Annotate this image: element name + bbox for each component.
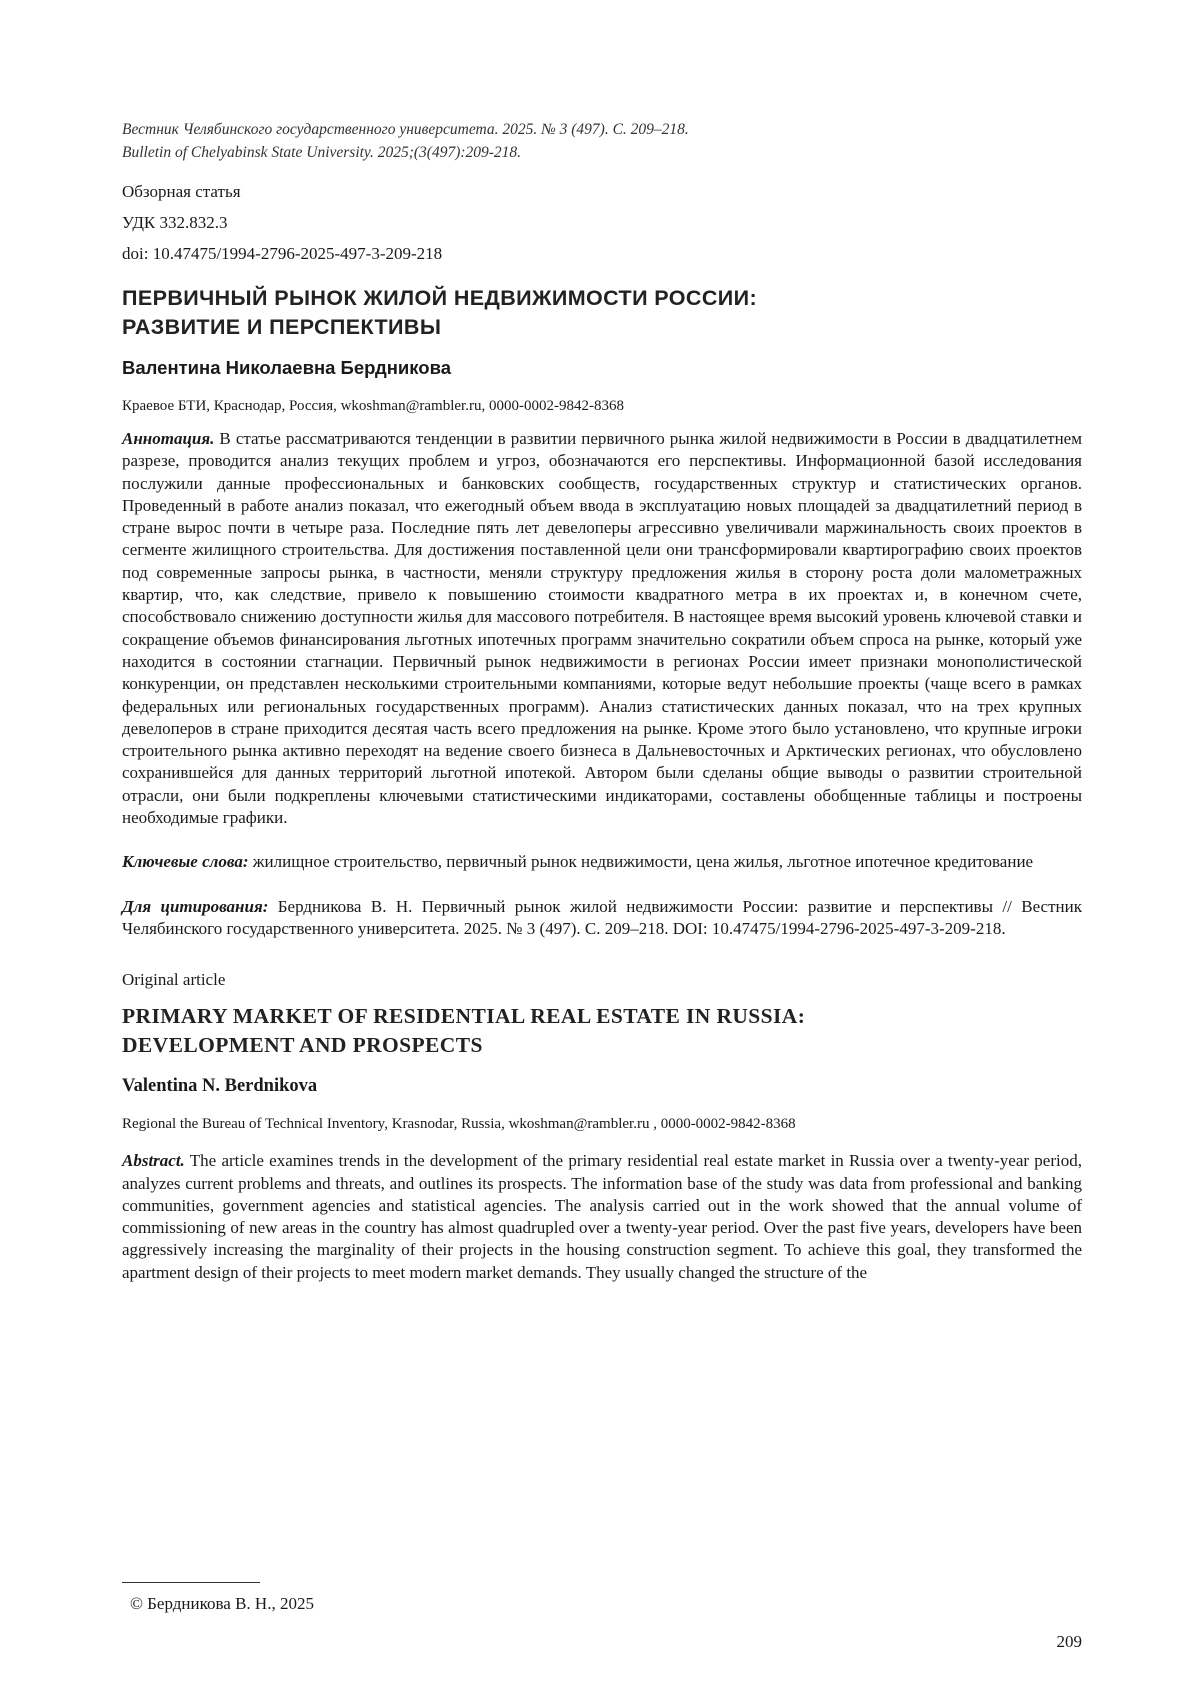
citation-ru bbox=[122, 896, 1082, 941]
article-page bbox=[122, 118, 1082, 1284]
title-en-line2: DEVELOPMENT AND PROSPECTS bbox=[122, 1033, 483, 1058]
journal-en: Bulletin of Chelyabinsk State University. 2025;(3(497):209-218. bbox=[122, 144, 522, 161]
abstract-en-text: The article examines trends in the development of the primary residential real estate market in Russia over a twenty-year period, analyzes current problems and threats, and outlines its prospects. The information base of the study was data from professional and banking communities, government agencies and statistical agencies. The analysis carried out in the work showed that the annual volume of commissioning of new areas in the country has almost quadrupled over a twenty-year period. Over the past five years, developers have been aggressively increasing the marginality of their projects in the housing construction segment. To achieve this goal, they transformed the apartment design of their projects to meet modern market demands. They usually changed the structure of the bbox=[122, 1151, 1082, 1282]
title-ru-line2: РАЗВИТИЕ И ПЕРСПЕКТИВЫ bbox=[122, 315, 442, 339]
abstract-en-label: Abstract. bbox=[122, 1151, 185, 1171]
title-ru bbox=[122, 284, 1082, 342]
keywords-ru bbox=[122, 851, 1082, 873]
article-type-en: Original article bbox=[122, 970, 226, 990]
abstract-ru-text: В статье рассматриваются тенденции в развитии первичного рынка жилой недвижимости в России в двадцатилетнем разрезе, проводится анализ текущих проблем и угроз, обозначаются его перспективы. Информационной базой исследования послужили данные профессиональных и банковских сообществ, государственных структур и статистических органов. Проведенный в работе анализ показал, что ежегодный объем ввода в эксплуатацию новых площадей за двадцатилетний период в стране вырос почти в четыре раза. Последние пять лет девелоперы агрессивно увеличивали маржинальность своих проектов в сегменте жилищного строительства. Для достижения поставленной цели они трансформировали квартирографию своих проектов под современные запросы рынка, в частности, меняли структуру предложения жилья в сторону роста доли малометражных квартир, что, как следствие, привело к повышению стоимости квадратного метра в их проектах и, в конечном счете, способствовало снижению доступности жилья для массового потребителя. В настоящее время высокий уровень ключевой ставки и сокращение объемов финансирования льготных ипотечных программ значительно сократили объем спроса на рынке, который уже находится в состоянии стагнации. Первичный рынок недвижимости в регионах России имеет признаки монополистической конкуренции, он представлен несколькими строительными компаниями, которые ведут небольшие проекты (чаще всего в рамках федеральных или региональных государственных программ). Анализ статистических данных показал, что на трех крупных девелоперов в стране приходится десятая часть всего предложения на рынке. Кроме этого было установлено, что крупные игроки строительного рынка активно переходят на ведение своего бизнеса в Дальневосточных и Арктических регионах, что обусловлено сохранившейся для данных территорий льготной ипотекой. Автором были сделаны общие выводы о развитии строительной отрасли, они были подкреплены ключевыми статистическими индикаторами, составлены обобщенные таблицы и построены необходимые графики. bbox=[122, 429, 1082, 828]
keywords-ru-text: жилищное строительство, первичный рынок недвижимости, цена жилья, льготное ипотечное кредитование bbox=[252, 852, 1034, 872]
author-ru: Валентина Николаевна Бердникова bbox=[122, 357, 451, 378]
title-en bbox=[122, 1002, 1082, 1060]
title-ru-line1: ПЕРВИЧНЫЙ РЫНОК ЖИЛОЙ НЕДВИЖИМОСТИ РОССИИ: bbox=[122, 286, 758, 310]
footnote-divider bbox=[122, 1582, 260, 1583]
affiliation-ru: Краевое БТИ, Краснодар, Россия, wkoshman@rambler.ru, 0000-0002-9842-8368 bbox=[122, 398, 624, 414]
copyright-footnote: © Бердникова В. Н., 2025 bbox=[130, 1594, 314, 1613]
abstract-ru-label: Аннотация. bbox=[122, 429, 215, 448]
abstract-ru bbox=[122, 428, 1082, 829]
author-en: Valentina N. Berdnikova bbox=[122, 1076, 318, 1097]
article-type-ru: Обзорная статья bbox=[122, 182, 241, 201]
title-en-line1: PRIMARY MARKET OF RESIDENTIAL REAL ESTATE IN RUSSIA: bbox=[122, 1004, 806, 1029]
citation-ru-text: Бердникова В. Н. Первичный рынок жилой недвижимости России: развитие и перспективы // Вестник Челябинского государственного университета. 2025. № 3 (497). С. 209–218. DOI: 10.47475/1994-2796-2025-497-3-209-218. bbox=[122, 896, 1082, 938]
journal-citation-header bbox=[122, 118, 1082, 164]
abstract-en bbox=[122, 1150, 1082, 1284]
doi: doi: 10.47475/1994-2796-2025-497-3-209-218 bbox=[122, 244, 443, 263]
udc-code: УДК 332.832.3 bbox=[122, 213, 228, 232]
affiliation-en: Regional the Bureau of Technical Inventory, Krasnodar, Russia, wkoshman@rambler.ru , 0000-0002-9842-8368 bbox=[122, 1116, 796, 1133]
keywords-ru-label: Ключевые слова: bbox=[122, 852, 249, 872]
journal-ru: Вестник Челябинского государственного университета. 2025. № 3 (497). С. 209–218. bbox=[122, 121, 689, 138]
page-number: 209 bbox=[1056, 1632, 1082, 1651]
citation-ru-label: Для цитирования: bbox=[122, 896, 269, 916]
